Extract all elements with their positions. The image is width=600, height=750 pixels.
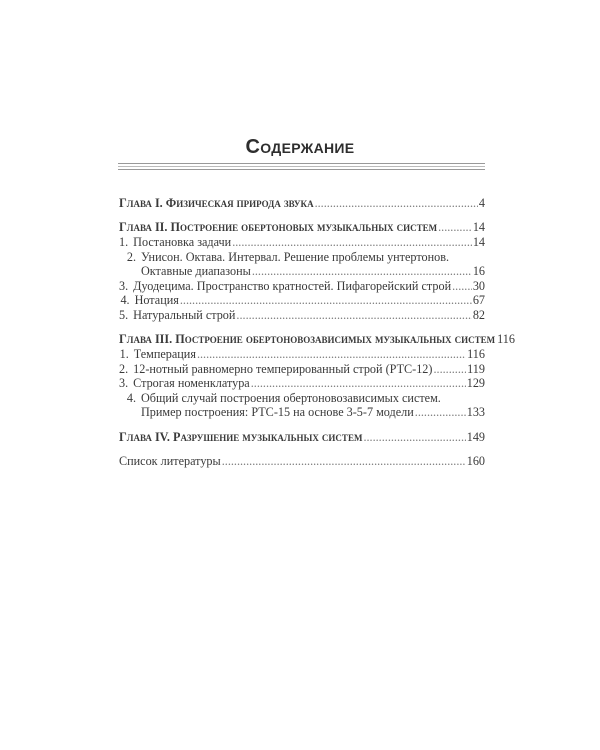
chapter-title: Физическая природа звука bbox=[165, 196, 314, 210]
section-title: Унисон. Октава. Интервал. Решение проблемы унтертонов. bbox=[141, 249, 450, 264]
page-title: Содержание bbox=[245, 136, 355, 158]
section-number: 1. bbox=[119, 346, 129, 361]
section-title: Темперация bbox=[133, 346, 196, 361]
section-title: Общий случай построения обертоновозависимых систем. bbox=[141, 390, 441, 405]
chapter-title: Построение обертоновозависимых музыкальных систем bbox=[175, 332, 496, 347]
dot-leader bbox=[433, 362, 466, 377]
dot-leader bbox=[452, 279, 472, 294]
toc-chapter[interactable] bbox=[119, 430, 485, 445]
toc-section[interactable] bbox=[119, 391, 485, 406]
toc-section[interactable] bbox=[119, 376, 485, 391]
page-number: 4 bbox=[478, 196, 485, 210]
section-title: Постановка задачи bbox=[133, 234, 232, 249]
page-number: 119 bbox=[467, 361, 485, 376]
page-number: 14 bbox=[472, 234, 485, 249]
page-number: 160 bbox=[466, 454, 485, 469]
toc-section[interactable] bbox=[119, 235, 485, 250]
toc-section-continued[interactable] bbox=[119, 264, 485, 279]
dot-leader bbox=[232, 235, 472, 250]
divider bbox=[118, 163, 485, 164]
toc-chapter[interactable] bbox=[119, 196, 485, 211]
toc-chapter[interactable] bbox=[119, 220, 485, 235]
section-number: 4. bbox=[126, 390, 136, 405]
toc-section[interactable] bbox=[119, 362, 485, 377]
section-title: Строгая номенклатура bbox=[133, 376, 250, 391]
table-of-contents bbox=[119, 196, 515, 469]
page-number: 67 bbox=[472, 293, 485, 308]
toc-section[interactable] bbox=[119, 250, 485, 265]
section-number: 2. bbox=[119, 361, 129, 376]
chapter-number: Глава IV. bbox=[119, 429, 170, 444]
section-title: Дуодецима. Пространство кратностей. Пифагорейский строй bbox=[133, 278, 452, 293]
chapter-title: Разрушение музыкальных систем bbox=[173, 429, 363, 444]
dot-leader bbox=[197, 347, 466, 362]
dot-leader bbox=[363, 430, 465, 445]
toc-section[interactable] bbox=[119, 279, 485, 294]
section-number: 3. bbox=[119, 278, 129, 293]
section-title: Нотация bbox=[134, 293, 179, 308]
page-number: 149 bbox=[466, 429, 485, 444]
section-title: 12-нотный равномерно темперированный строй (РТС-12) bbox=[133, 361, 433, 376]
toc-section-continued[interactable] bbox=[119, 405, 485, 420]
toc-chapter[interactable] bbox=[119, 332, 515, 347]
dot-leader bbox=[222, 454, 466, 469]
dot-leader bbox=[251, 376, 466, 391]
section-number: 4. bbox=[120, 293, 130, 308]
chapter-title: Построение обертоновых музыкальных систем bbox=[170, 220, 438, 235]
section-title: Октавные диапазоны bbox=[141, 264, 251, 279]
dot-leader bbox=[180, 293, 472, 308]
section-title: Пример построения: РТС-15 на основе 3-5-7 модели bbox=[141, 405, 414, 420]
chapter-number: Глава II. bbox=[119, 220, 168, 235]
toc-bibliography[interactable] bbox=[119, 454, 485, 469]
dot-leader bbox=[236, 308, 471, 323]
page-number: 30 bbox=[472, 278, 485, 293]
page-number: 133 bbox=[466, 405, 485, 420]
section-number: 2. bbox=[126, 249, 136, 264]
section-title: Натуральный строй bbox=[133, 307, 236, 322]
divider bbox=[118, 166, 485, 167]
page-number: 129 bbox=[466, 376, 485, 391]
dot-leader bbox=[415, 405, 466, 420]
toc-section[interactable] bbox=[119, 293, 485, 308]
page-number: 16 bbox=[472, 264, 485, 279]
section-number: 5. bbox=[119, 307, 129, 322]
bibliography-title: Список литературы bbox=[119, 454, 221, 469]
page-number: 116 bbox=[497, 332, 515, 347]
page-number: 82 bbox=[472, 307, 485, 322]
page-number: 116 bbox=[467, 346, 485, 361]
toc-section[interactable] bbox=[119, 308, 485, 323]
page-number: 14 bbox=[472, 220, 485, 235]
toc-section[interactable] bbox=[119, 347, 485, 362]
dot-leader bbox=[438, 220, 472, 235]
dot-leader bbox=[315, 196, 478, 211]
chapter-number: Глава III. bbox=[119, 332, 173, 347]
section-number: 1. bbox=[119, 234, 129, 249]
divider bbox=[118, 169, 485, 170]
chapter-number: Глава I. bbox=[119, 196, 163, 210]
section-number: 3. bbox=[119, 376, 129, 391]
dot-leader bbox=[252, 264, 472, 279]
